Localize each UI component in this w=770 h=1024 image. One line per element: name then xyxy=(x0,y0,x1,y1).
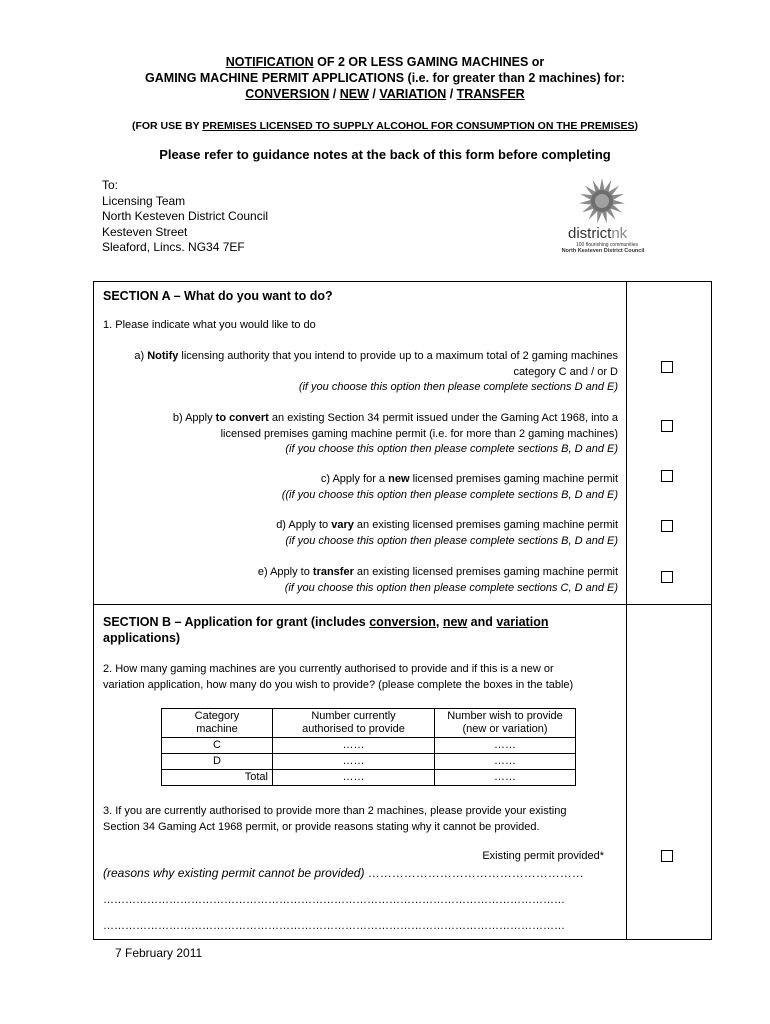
section-divider xyxy=(93,604,712,605)
address-block xyxy=(102,178,268,256)
question-line: 2. How many gaming machines are you currently authorised to provide and if this is a new or xyxy=(103,663,554,675)
header-text: Category xyxy=(194,710,240,722)
checkbox-option-c[interactable] xyxy=(661,470,673,482)
cell-total-label: Total xyxy=(162,770,273,786)
heading-part: applications) xyxy=(103,631,181,645)
cell-wish-input[interactable]: …… xyxy=(435,738,576,754)
opt-keyword: transfer xyxy=(312,566,354,578)
question-line: Section 34 Gaming Act 1968 permit, or provide reasons stating why it cannot be provided. xyxy=(103,820,540,833)
opt-prefix: b) Apply xyxy=(172,412,216,424)
opt-instruction: (if you choose this option then please complete sections B, D and E) xyxy=(285,534,618,547)
header-current xyxy=(273,709,435,738)
address-line: Sleaford, Lincs. NG34 7EF xyxy=(102,240,245,254)
machines-table xyxy=(161,708,576,786)
use-note-pre: (FOR USE BY xyxy=(131,120,203,132)
opt-keyword: new xyxy=(388,473,410,485)
opt-prefix: d) Apply to xyxy=(276,519,332,531)
address-line: Licensing Team xyxy=(102,193,186,208)
logo-wordmark xyxy=(568,226,627,241)
form-checkbox-column xyxy=(626,281,712,940)
reasons-line-3[interactable]: ……………………………………………………………………………………………………………… xyxy=(103,920,565,932)
heading-conversion: conversion xyxy=(369,615,436,629)
title-line-1 xyxy=(0,54,770,71)
reasons-label: (reasons why existing permit cannot be provided) xyxy=(103,866,365,880)
option-e-text xyxy=(98,565,618,596)
opt-line: licensed premises gaming machine permit (i.e. for more than 2 gaming machines) xyxy=(220,427,618,440)
section-b-heading xyxy=(103,614,613,646)
checkbox-existing-permit[interactable] xyxy=(661,850,673,862)
header-text: Number wish to provide xyxy=(447,710,563,722)
option-d-text xyxy=(98,518,618,549)
checkbox-option-b[interactable] xyxy=(661,420,673,432)
use-note-post: ) xyxy=(634,120,639,132)
opt-line: licensing authority that you intend to provide up to a maximum total of 2 gaming machines xyxy=(178,350,618,362)
heading-new: new xyxy=(442,615,468,629)
heading-variation: variation xyxy=(496,615,549,629)
guidance-note: Please refer to guidance notes at the back of this form before completing xyxy=(159,147,611,162)
checkbox-option-a[interactable] xyxy=(661,361,673,373)
option-a-text xyxy=(98,349,618,396)
question-3 xyxy=(103,804,566,835)
header-text: authorised to provide xyxy=(302,723,405,735)
opt-prefix: a) xyxy=(134,350,148,362)
section-a-heading: SECTION A – What do you want to do? xyxy=(103,289,333,303)
title-variation: VARIATION xyxy=(379,87,447,101)
option-c-text xyxy=(98,472,618,503)
title-new: NEW xyxy=(339,87,369,101)
address-line: North Kesteven District Council xyxy=(102,209,269,223)
logo-tagline: 100 flourishing communities xyxy=(576,242,638,248)
logo-word-district: district xyxy=(568,225,612,242)
opt-line: category C and / or D xyxy=(513,365,618,378)
header-text: machine xyxy=(196,723,238,735)
title-sep: / xyxy=(446,87,457,101)
reasons-dots: ……………………………………………… xyxy=(364,866,584,880)
opt-line: licensed premises gaming machine permit xyxy=(409,473,618,485)
cell-current-total[interactable]: …… xyxy=(273,770,435,786)
opt-instruction: (if you choose this option then please complete sections B, D and E) xyxy=(285,443,618,455)
header-category xyxy=(162,709,273,738)
opt-line: an existing licensed premises gaming machine permit xyxy=(353,566,618,578)
checkbox-option-d[interactable] xyxy=(661,520,673,532)
title-line-1-rest: OF 2 OR LESS GAMING MACHINES or xyxy=(313,55,545,69)
header-wish xyxy=(435,709,576,738)
title-line-2: GAMING MACHINE PERMIT APPLICATIONS (i.e. for greater than 2 machines) for: xyxy=(145,71,625,85)
cell-category: D xyxy=(162,754,273,770)
opt-line: an existing Section 34 permit issued under the Gaming Act 1968, into a xyxy=(268,412,618,424)
address-line: To: xyxy=(102,178,119,192)
title-sep: / xyxy=(329,87,340,101)
title-notification: NOTIFICATION xyxy=(225,55,314,69)
footer-date: 7 February 2011 xyxy=(115,946,203,960)
option-b-text xyxy=(98,411,618,458)
opt-instruction: ((if you choose this option then please complete sections B, D and E) xyxy=(281,488,618,501)
reasons-field[interactable] xyxy=(103,866,618,881)
heading-part: , xyxy=(435,615,443,629)
title-conversion: CONVERSION xyxy=(245,87,330,101)
question-line: variation application, how many do you wish to provide? (please complete the boxes in the table) xyxy=(103,678,574,691)
table-row xyxy=(162,754,576,770)
address-line: Kesteven Street xyxy=(102,224,188,239)
opt-keyword: vary xyxy=(331,519,354,531)
heading-part: and xyxy=(467,615,497,629)
cell-wish-input[interactable]: …… xyxy=(435,754,576,770)
logo-council-name: North Kesteven District Council xyxy=(561,248,645,254)
header-text: Number currently xyxy=(311,710,396,722)
opt-line: an existing licensed premises gaming machine permit xyxy=(353,519,618,531)
cell-category: C xyxy=(162,738,273,754)
table-header-row xyxy=(162,709,576,738)
checkbox-option-e[interactable] xyxy=(661,571,673,583)
logo-word-nk: nk xyxy=(611,225,628,242)
opt-keyword: to convert xyxy=(215,412,269,424)
title-transfer: TRANSFER xyxy=(456,87,525,101)
existing-permit-label: Existing permit provided* xyxy=(482,850,604,862)
table-row xyxy=(162,738,576,754)
opt-instruction: (if you choose this option then please complete sections C, D and E) xyxy=(284,581,618,594)
opt-instruction: (if you choose this option then please complete sections D and E) xyxy=(298,381,618,393)
cell-wish-total[interactable]: …… xyxy=(435,770,576,786)
title-line-3 xyxy=(0,86,770,103)
opt-keyword: Notify xyxy=(147,350,179,362)
table-row xyxy=(162,770,576,786)
header-text: (new or variation) xyxy=(462,723,548,735)
council-logo xyxy=(548,176,658,258)
title-sep: / xyxy=(368,87,380,101)
use-note-premises: PREMISES LICENSED TO SUPPLY ALCOHOL FOR CONSUMPTION ON THE PREMISES xyxy=(202,120,635,132)
opt-prefix: e) Apply to xyxy=(257,566,313,578)
reasons-line-2[interactable]: ……………………………………………………………………………………………………………… xyxy=(103,894,565,906)
opt-prefix: c) Apply for a xyxy=(320,473,389,485)
cell-current-input[interactable]: …… xyxy=(273,754,435,770)
heading-part: SECTION B – Application for grant (includes xyxy=(103,615,370,629)
question-2 xyxy=(103,662,573,693)
question-line: 3. If you are currently authorised to provide more than 2 machines, please provide your existing xyxy=(103,805,567,817)
use-note xyxy=(0,120,770,132)
question-1: 1. Please indicate what you would like to do xyxy=(103,319,316,331)
cell-current-input[interactable]: …… xyxy=(273,738,435,754)
